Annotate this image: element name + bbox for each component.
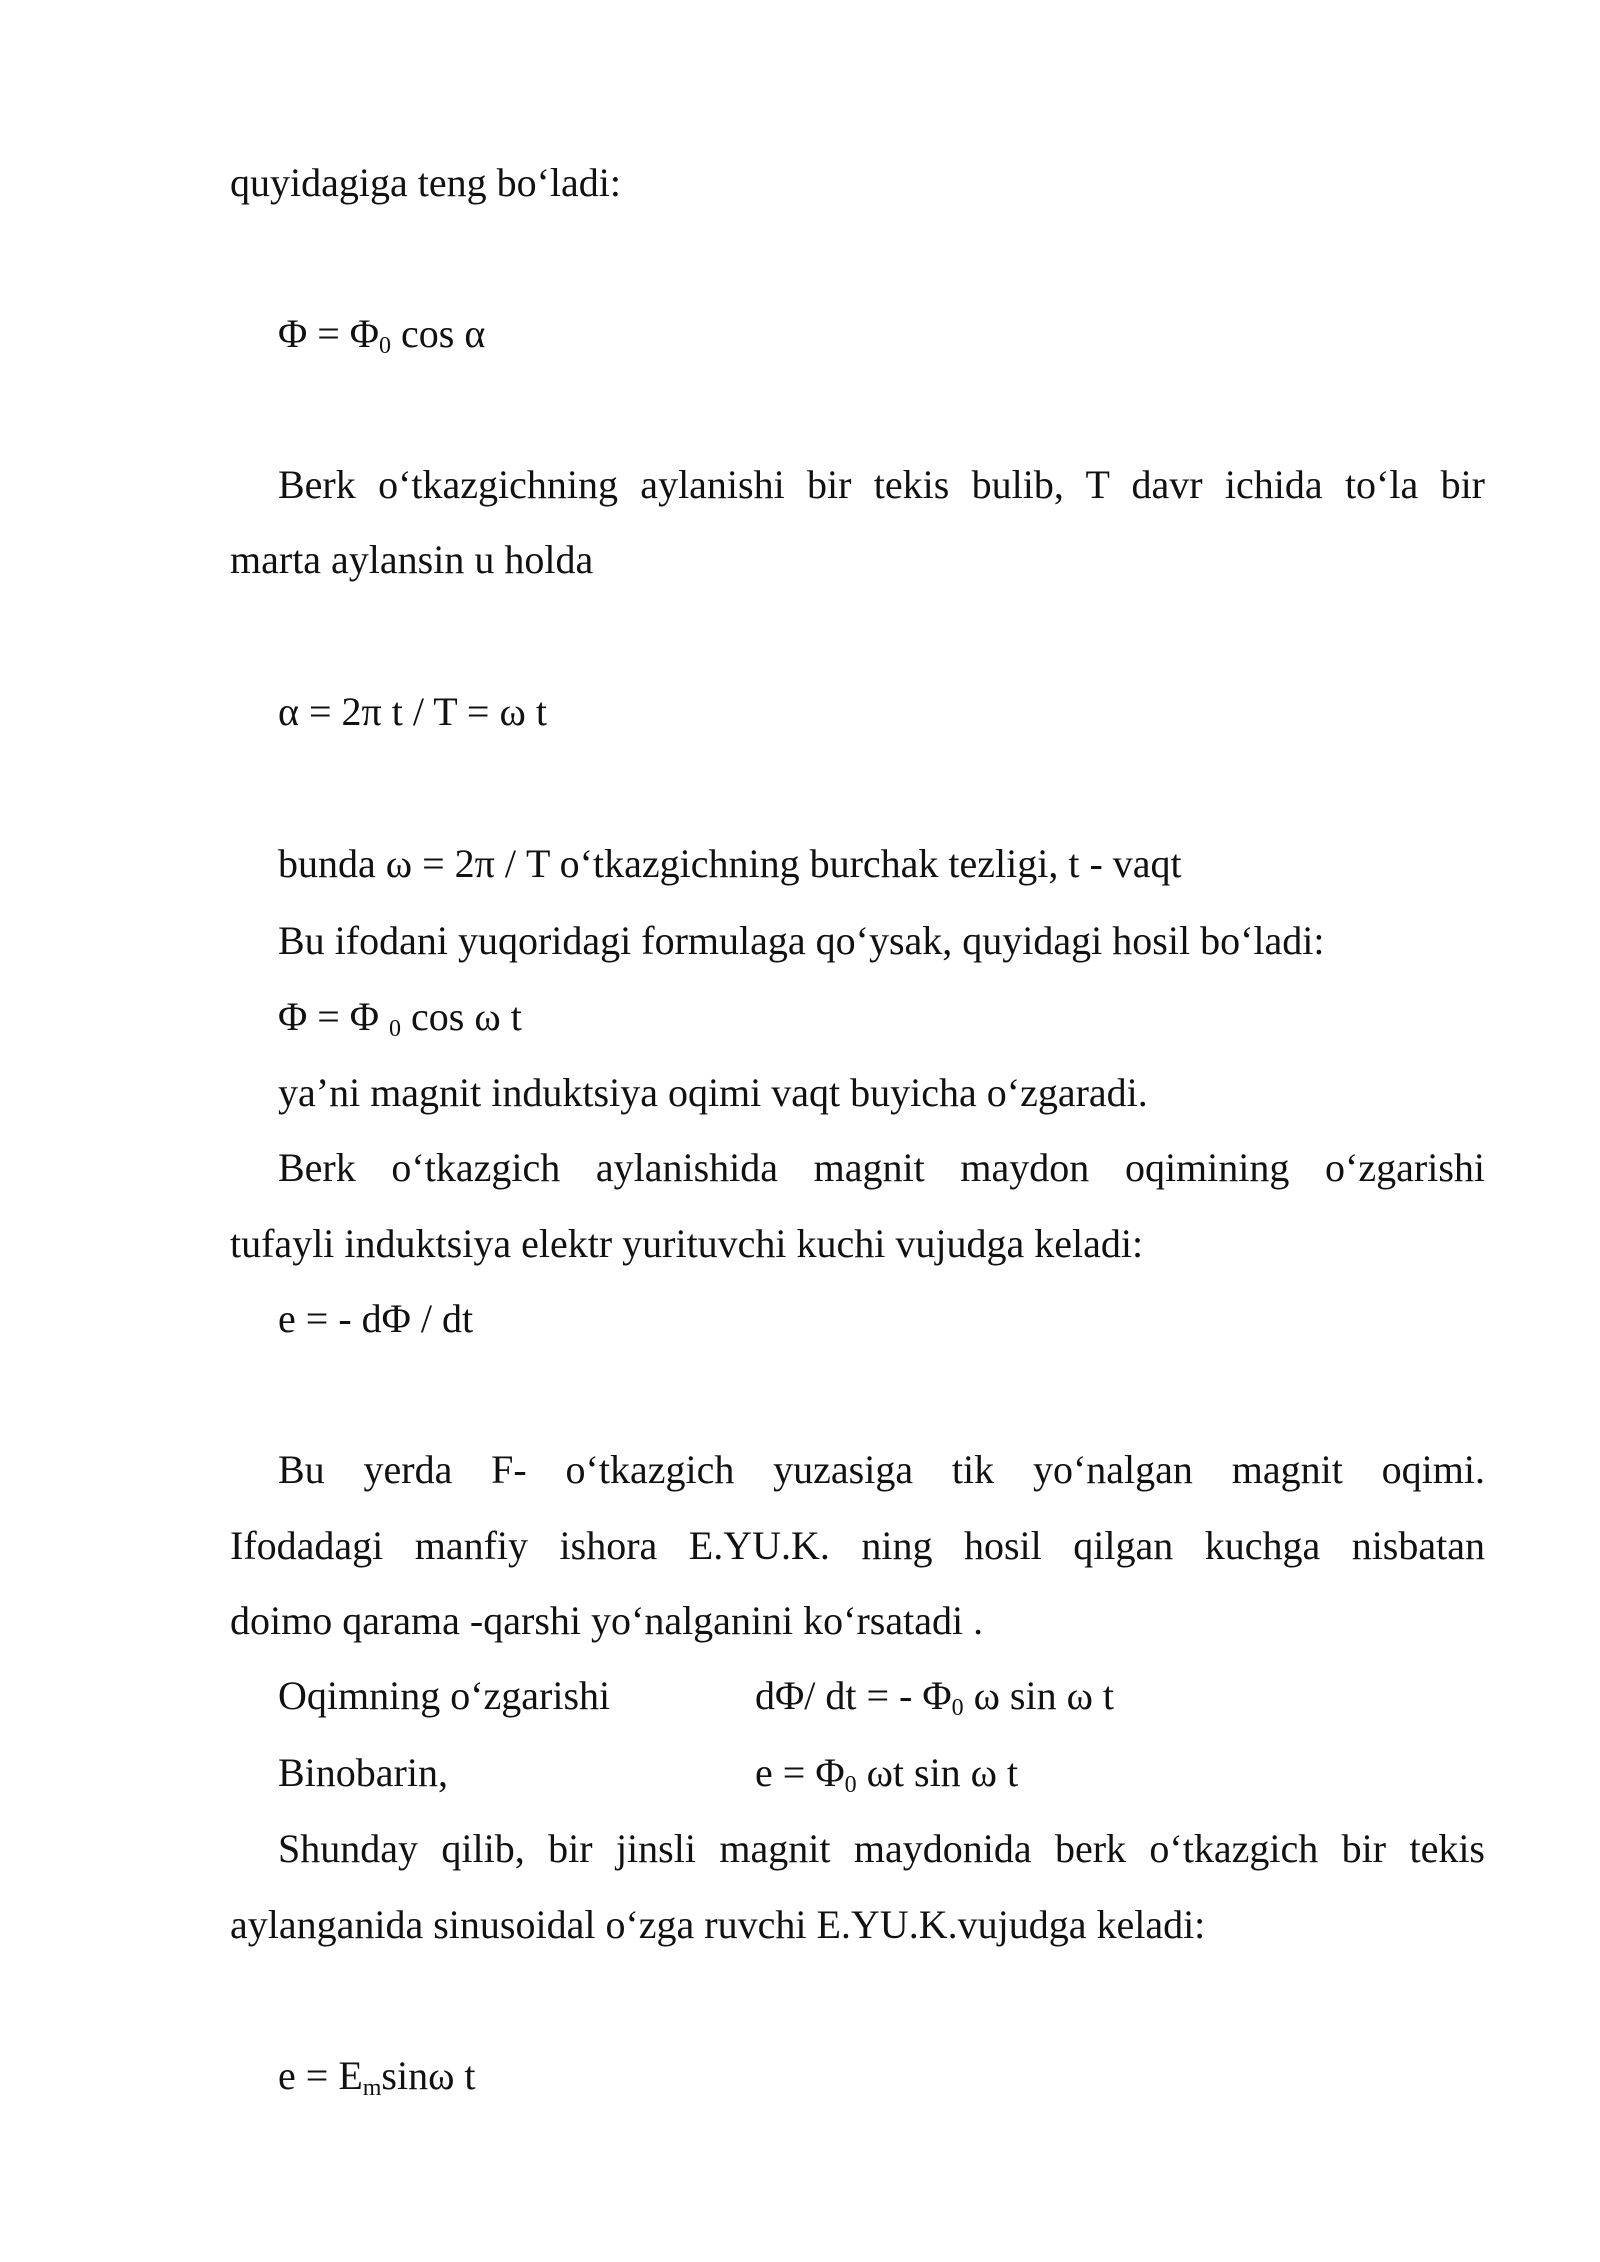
formula-emf: e = - dΦ / dt (278, 1296, 474, 1341)
paragraph-line: Bu yerda F- o‘tkazgich yuzasiga tik yo‘nalgan magnit oqimi. (278, 1447, 1485, 1492)
text-line: bunda ω = 2π / T o‘tkazgichning burchak tezligi, t - vaqt (278, 841, 1182, 886)
paragraph-line: Shunday qilib, bir jinsli magnit maydonida berk o‘tkazgich bir tekis (278, 1826, 1485, 1871)
paragraph-line: marta aylansin u holda (230, 537, 594, 582)
row-label: Oqimning o‘zgarishi (278, 1673, 611, 1718)
text-line: Bu ifodani yuqoridagi formulaga qo‘ysak, quyidagi hosil bo‘ladi: (278, 918, 1325, 963)
formula-flux-time: Φ = Φ $_0$ cos ω t (278, 994, 522, 1042)
formula-angle: α = 2π t / T = ω t (278, 689, 547, 734)
paragraph-line: Ifodadagi manfiy ishora E.YU.K. ning hosil qilgan kuchga nisbatan (230, 1523, 1485, 1568)
row-formula: dΦ/ dt = - $\Phi_0$ ω sin ω t (755, 1673, 1115, 1721)
paragraph-line: aylanganida sinusoidal o‘zga ruvchi E.YU.K.vujudga keladi: (230, 1902, 1206, 1947)
text-line: quyidagiga teng bo‘ladi: (230, 160, 622, 205)
paragraph-line: doimo qarama -qarshi yo‘nalganini ko‘rsatadi . (230, 1598, 984, 1643)
formula-row-flux-change (278, 1673, 1378, 1721)
formula-row-therefore (278, 1750, 1378, 1798)
paragraph-line: Berk o‘tkazgichning aylanishi bir tekis bulib, T davr ichida to‘la bir (278, 462, 1485, 507)
text-line: ya’ni magnit induktsiya oqimi vaqt buyicha o‘zgaradi. (278, 1070, 1148, 1115)
formula-sinusoidal-emf: $e = E_m\sin\omega$ t (278, 2053, 476, 2101)
row-label: Binobarin, (278, 1750, 448, 1795)
row-formula: $e = \Phi_0$ ωt sin ω t (755, 1750, 1019, 1798)
paragraph-line: Berk o‘tkazgich aylanishida magnit maydon oqimining o‘zgarishi (278, 1145, 1485, 1190)
formula-flux: $\Phi = \Phi_0$ cos α (278, 311, 486, 359)
paragraph-line: tufayli induktsiya elektr yurituvchi kuchi vujudga keladi: (230, 1221, 1144, 1266)
